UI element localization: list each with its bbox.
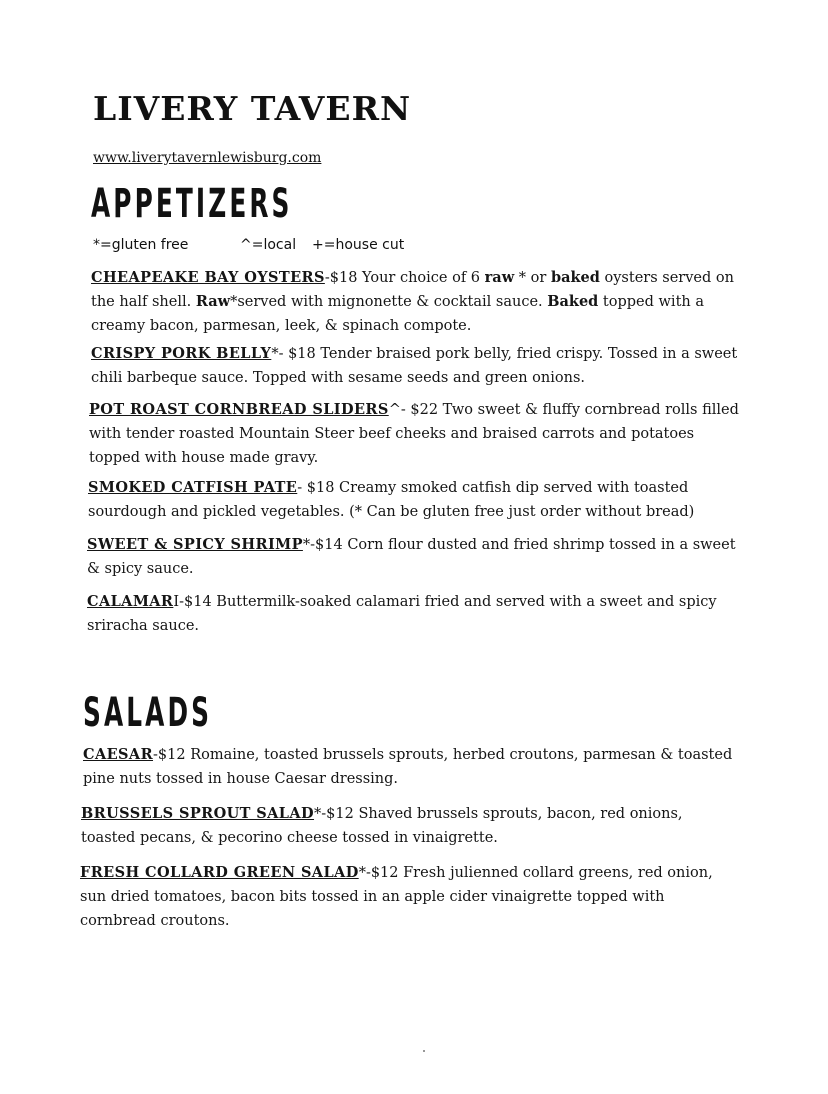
- menu-item-calamari: [87, 590, 737, 638]
- menu-item-catfish-pate: [88, 476, 738, 524]
- menu-item-name: CALAMAR: [87, 593, 174, 610]
- menu-item-oysters: [91, 266, 741, 338]
- menu-item-desc: topped with a creamy bacon, parmesan, leek, & spinach compote.: [91, 294, 704, 334]
- menu-item-name: CHEAPEAKE BAY OYSTERS: [91, 269, 325, 286]
- menu-item-desc: *-$14 Corn flour dusted and fried shrimp tossed in a sweet & spicy sauce.: [87, 537, 736, 577]
- legend-gluten-free: *=gluten free: [93, 237, 189, 253]
- menu-item-name: BRUSSELS SPROUT SALAD: [81, 805, 315, 822]
- menu-item-desc: oysters served on the half shell.: [91, 270, 734, 310]
- menu-item-name: SWEET & SPICY SHRIMP: [87, 536, 303, 553]
- salads-heading: SALADS: [83, 690, 213, 736]
- menu-item-desc: I-$14 Buttermilk-soaked calamari fried and served with a sweet and spicy sriracha sauce.: [87, 594, 717, 634]
- menu-item-desc: *served with mignonette & cocktail sauce.: [230, 294, 548, 310]
- menu-item-name: CRISPY PORK BELLY: [91, 345, 272, 362]
- menu-item-cornbread-sliders: [89, 398, 739, 470]
- menu-item-collard-salad: [80, 861, 730, 933]
- scan-speck: [423, 1050, 425, 1052]
- dietary-legend: [93, 238, 404, 252]
- menu-item-desc: *- $18 Tender braised pork belly, fried crispy. Tossed in a sweet chili barbeque sauce. Topped with sesame seeds and green onions.: [91, 346, 738, 386]
- menu-item-caesar: [83, 743, 733, 791]
- menu-item-name: POT ROAST CORNBREAD SLIDERS: [89, 401, 389, 418]
- menu-item-desc: * or: [514, 270, 551, 286]
- menu-item-name: CAESAR: [83, 746, 154, 763]
- menu-item-emphasis: baked: [550, 269, 600, 286]
- menu-item-name: FRESH COLLARD GREEN SALAD: [80, 864, 359, 881]
- legend-local: ^=local: [240, 237, 297, 253]
- menu-item-desc: ^- $22 Two sweet & fluffy cornbread rolls filled with tender roasted Mountain Steer beef cheeks and braised carrots and potatoes topped with house made gravy.: [89, 402, 739, 466]
- menu-item-shrimp: [87, 533, 737, 581]
- menu-item-emphasis: raw: [484, 269, 515, 286]
- menu-item-desc: - $18 Creamy smoked catfish dip served with toasted sourdough and pickled vegetables. (* Can be gluten free just order without bread): [88, 480, 695, 520]
- menu-item-desc: *-$12 Shaved brussels sprouts, bacon, red onions, toasted pecans, & pecorino cheese tossed in vinaigrette.: [81, 806, 683, 846]
- menu-item-pork-belly: [91, 342, 741, 390]
- menu-item-desc: -$12 Romaine, toasted brussels sprouts, herbed croutons, parmesan & toasted pine nuts tossed in house Caesar dressing.: [83, 747, 733, 787]
- legend-house-cut: +=house cut: [312, 237, 405, 253]
- menu-item-emphasis: Raw: [195, 293, 231, 310]
- website-link[interactable]: www.liverytavernlewisburg.com: [93, 150, 322, 166]
- menu-item-desc: *-$12 Fresh julienned collard greens, red onion, sun dried tomatoes, bacon bits tossed in an apple cider vinaigrette topped with cornbread croutons.: [80, 865, 713, 929]
- menu-item-desc: -$18 Your choice of 6: [324, 270, 485, 286]
- menu-item-emphasis: Baked: [547, 293, 599, 310]
- appetizers-heading: APPETIZERS: [91, 181, 293, 227]
- menu-item-name: SMOKED CATFISH PATE: [88, 479, 298, 496]
- restaurant-title: LIVERY TAVERN: [93, 89, 412, 128]
- menu-item-brussels-salad: [81, 802, 731, 850]
